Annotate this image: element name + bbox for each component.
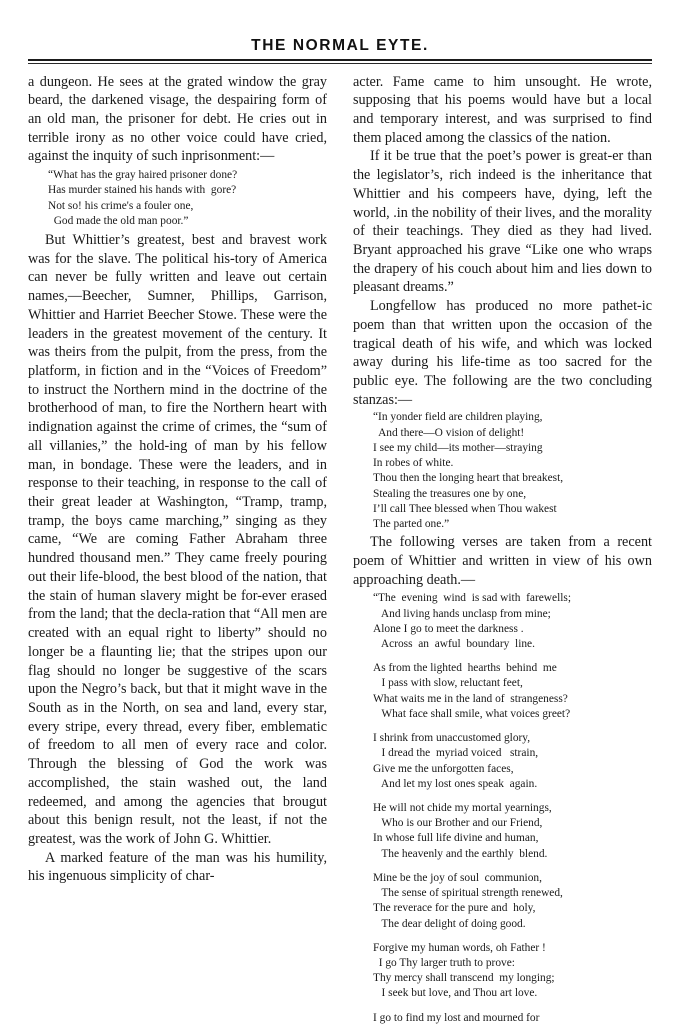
verse-block-whittier xyxy=(353,591,652,1025)
verse-stanza xyxy=(373,731,652,792)
verse-line: The dear delight of doing good. xyxy=(373,917,526,930)
verse-line: The parted one.” xyxy=(373,517,450,530)
verse-line: And living hands unclasp from mine; xyxy=(373,607,551,620)
two-column-layout xyxy=(28,73,652,1028)
verse-line: I shrink from unaccustomed glory, xyxy=(373,732,531,745)
verse-line: I seek but love, and Thou art love. xyxy=(373,987,538,1000)
verse-line: And let my lost ones speak again. xyxy=(373,777,538,790)
verse-line: God made the old man poor.” xyxy=(48,214,189,227)
verse-line: Stealing the treasures one by one, xyxy=(373,487,527,500)
verse-line: Alone I go to meet the darkness . xyxy=(373,622,524,635)
verse-line: I’ll call Thee blessed when Thou wakest xyxy=(373,502,557,515)
verse-line: He will not chide my mortal yearnings, xyxy=(373,801,552,814)
verse-line: Give me the unforgotten faces, xyxy=(373,762,514,775)
verse-line: Mine be the joy of soul communion, xyxy=(373,871,542,884)
verse-line: Thou then the longing heart that breakest, xyxy=(373,472,564,485)
verse-line: The reverace for the pure and holy, xyxy=(373,902,536,915)
verse-block-prisoner xyxy=(28,168,327,229)
verse-line: The sense of spiritual strength renewed, xyxy=(373,887,563,900)
paragraph: a dungeon. He sees at the grated window the gray beard, the darkened visage, the despairing form of an old man, the prisoner for debt. He cries out in terrible irony as no other voice could have cried, against the inquity of such inprisonment:— xyxy=(28,73,327,165)
verse-line: I see my child—its mother—straying xyxy=(373,441,543,454)
header-rule-thin xyxy=(28,63,652,64)
verse-line: Thy mercy shall transcend my longing; xyxy=(373,972,555,985)
verse-stanza xyxy=(373,591,652,652)
page-header-title: THE NORMAL EYTE. xyxy=(251,37,429,54)
verse-line: Across an awful boundary line. xyxy=(373,638,535,650)
verse-line: Who is our Brother and our Friend, xyxy=(373,817,543,830)
verse-line: Not so! his crime's a fouler one, xyxy=(48,199,194,212)
verse-line: I go to find my lost and mourned for xyxy=(373,1011,540,1024)
verse-line: In whose full life divine and human, xyxy=(373,832,539,845)
paragraph: But Whittier’s greatest, best and bravest work was for the slave. The political his-tory of America can never be fully written and leave out certain names,—Beecher, Sumner, Phillips, Garrison, Whittier and Harriet Beecher Stowe. These were the leaders in the greatest movement of the century. It was theirs from the pulpit, from the press, from the platform, in fiction and in the “Voices of Freedom” to instruct the Northern mind in the doctrine of the brotherhood of man, to fire the Northern heart with indignation against the crime of crimes, the “sum of all villanies,” the hold-ing of man by his fellow man, in bondage. These were the leaders, and in response to their teaching, in response to the call of their great leader at Washington, “Tramp, tramp, tramp, the boys came marching,” singing as they came, “We are coming Father Abraham three hundred thousand men.” They came freely pouring out their life-blood, the best blood of the nation, that the stain of human slavery might be for-ever erased from the land; that the decla-ration that “All men are created with an equal right to liberty” should no longer be a flaunting lie; that the stripes upon our flag should no longer be suggestive of the scars upon the Negro’s back, but that it might wave in the South as in the North, on sea and land, every star, every stripe, every thread, every fiber, emblematic of freedom to all men of every race and color. Through the blessing of God the work was accomplished, the stain washed out, the land redeemed, and among the agencies that brougut about this benign result, not the least, if not the greatest, was the work of John G. Whittier. xyxy=(28,231,327,847)
verse-line: I go Thy larger truth to prove: xyxy=(373,956,515,969)
verse-line: “What has the gray haired prisoner done? xyxy=(48,169,238,182)
verse-line: “The evening wind is sad with farewells; xyxy=(373,592,572,605)
right-column xyxy=(353,73,652,1028)
verse-line: The heavenly and the earthly blend. xyxy=(373,847,548,860)
verse-line: “In yonder field are children playing, xyxy=(373,411,543,424)
left-column xyxy=(28,73,327,887)
paragraph: A marked feature of the man was his humility, his ingenuous simplicity of char- xyxy=(28,849,327,885)
verse-stanza xyxy=(373,1011,652,1026)
paragraph: acter. Fame came to him unsought. He wrote, supposing that his poems would have but a local and temporary interest, and was surprised to find them placed among the classics of the nation. xyxy=(353,73,652,146)
verse-stanza xyxy=(373,871,652,932)
verse-line: In robes of white. xyxy=(373,457,454,470)
verse-stanza xyxy=(373,941,652,1002)
verse-line: I dread the myriad voiced strain, xyxy=(373,747,539,760)
verse-line: What face shall smile, what voices greet? xyxy=(373,707,571,720)
verse-line: Forgive my human words, oh Father ! xyxy=(373,941,546,954)
verse-stanza xyxy=(373,801,652,862)
verse-line: As from the lighted hearths behind me xyxy=(373,662,557,675)
verse-block-longfellow xyxy=(353,410,652,532)
paragraph: Longfellow has produced no more pathet-ic poem than that written upon the occasion of the tragical death of his wife, and which was locked away during his life-time as too sacred for the public eye. The following are the two concluding stanzas:— xyxy=(353,298,652,408)
paragraph: If it be true that the poet’s power is great-er than the legislator’s, rich indeed is the inheritance that Whittier and his compeers have, dying, left the world, .in the nobility of their lives, and the morality of their teachings. They died as they had lived. Bryant approached his grave “Like one who wraps the drapery of his couch about him and lies down to pleasant dreams.” xyxy=(353,148,652,296)
verse-line: What waits me in the land of strangeness? xyxy=(373,692,568,705)
verse-line: Has murder stained his hands with gore? xyxy=(48,184,237,197)
verse-line: And there—O vision of delight! xyxy=(373,426,525,439)
verse-stanza xyxy=(373,661,652,722)
paragraph: The following verses are taken from a recent poem of Whittier and written in view of his own approaching death.— xyxy=(353,534,652,588)
verse-line: I pass with slow, reluctant feet, xyxy=(373,677,523,690)
